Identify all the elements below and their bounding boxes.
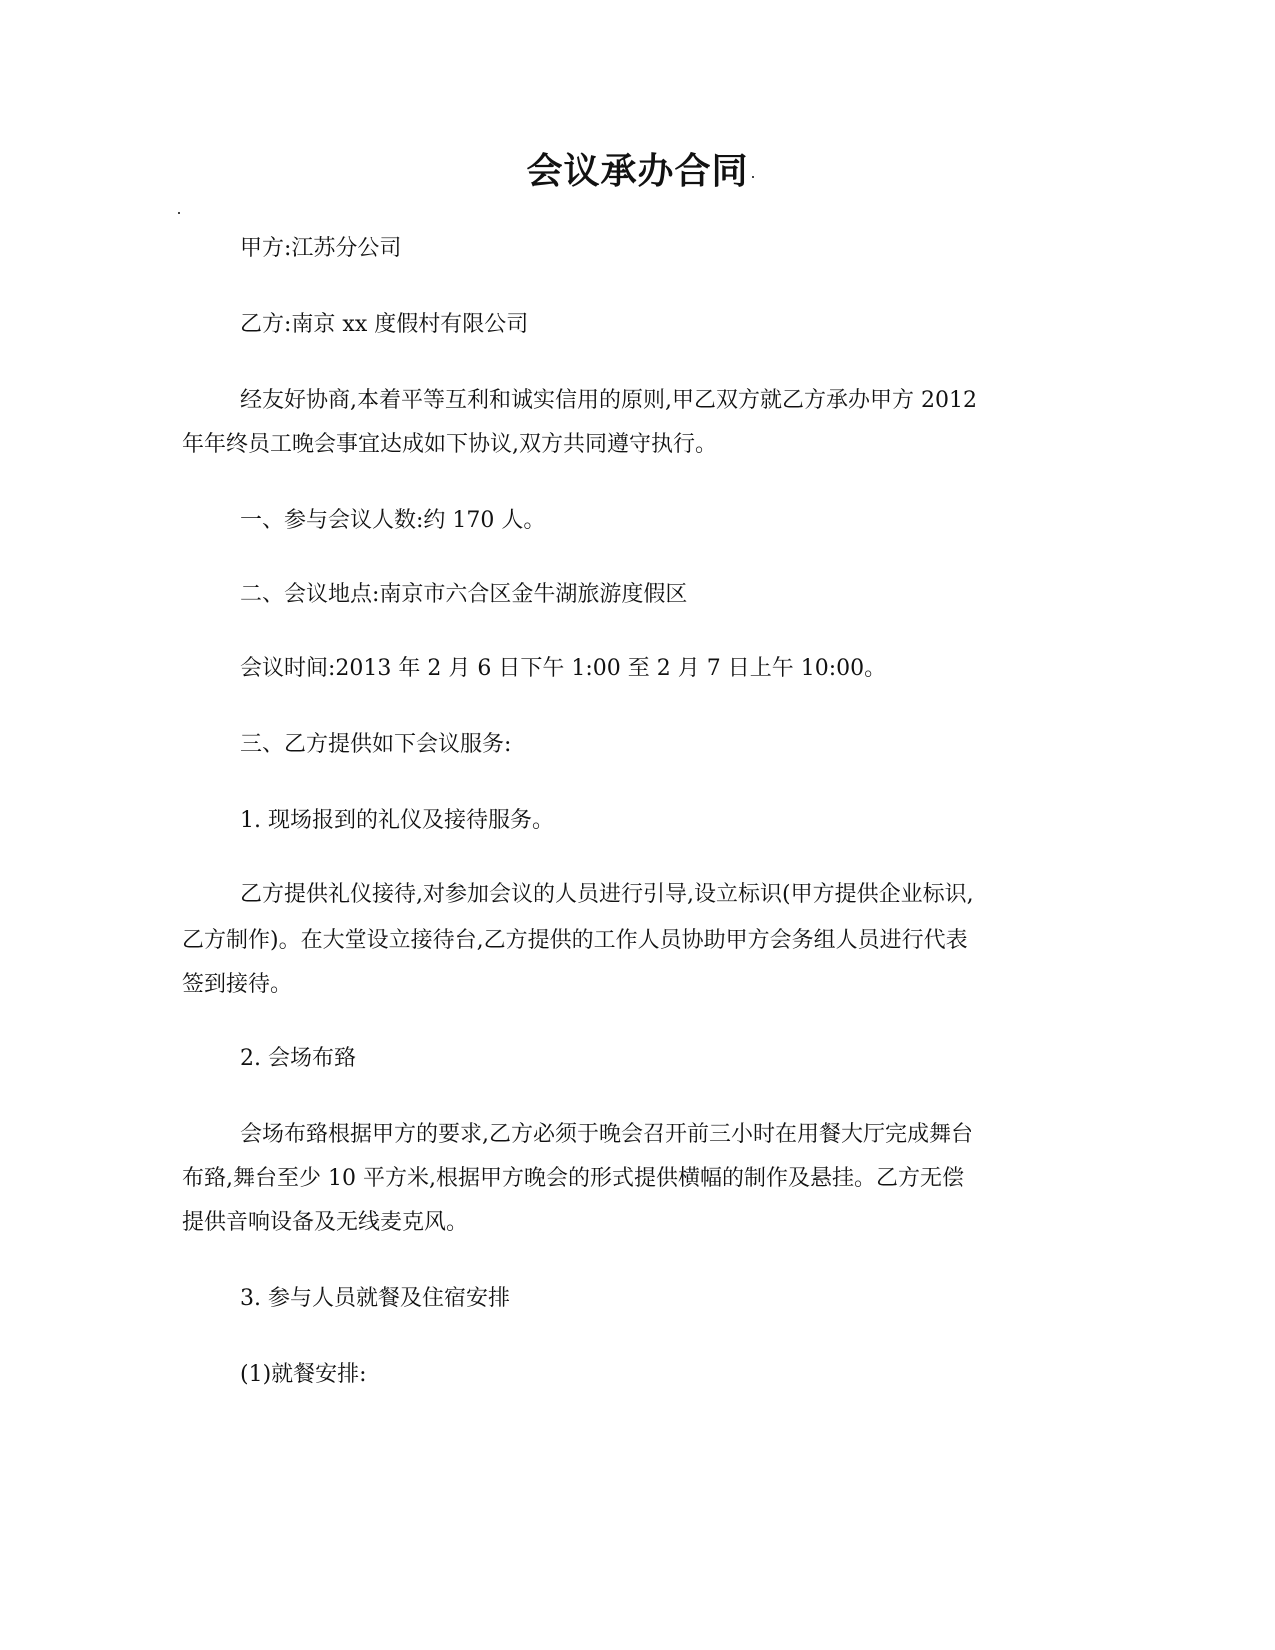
party-a: 甲方:江苏分公司 — [240, 236, 402, 261]
service-2-line: 会场布臵根据甲方的要求,乙方必须于晚会召开前三小时在用餐大厅完成舞台 — [240, 1122, 973, 1147]
intro-line: 经友好协商,本着平等互利和诚实信用的原则,甲乙双方就乙方承办甲方 2012 — [240, 388, 977, 413]
party-b: 乙方:南京 xx 度假村有限公司 — [240, 312, 529, 337]
service-1-line: 乙方制作)。在大堂设立接待台,乙方提供的工作人员协助甲方会务组人员进行代表 — [182, 928, 968, 953]
service-1-line: 签到接待。 — [182, 972, 293, 997]
service-1-heading: 1. 现场报到的礼仪及接待服务。 — [240, 808, 554, 833]
meeting-time: 会议时间:2013 年 2 月 6 日下午 1:00 至 2 月 7 日上午 10:00。 — [240, 656, 887, 681]
clause-services: 三、乙方提供如下会议服务: — [240, 732, 512, 757]
service-2-line: 提供音响设备及无线麦克风。 — [182, 1210, 469, 1235]
service-1-line: 乙方提供礼仪接待,对参加会议的人员进行引导,设立标识(甲方提供企业标识, — [240, 882, 974, 907]
service-2-line: 布臵,舞台至少 10 平方米,根据甲方晚会的形式提供横幅的制作及悬挂。乙方无偿 — [182, 1166, 964, 1191]
scan-speck — [178, 212, 180, 214]
dining-heading: (1)就餐安排: — [240, 1362, 367, 1387]
clause-location: 二、会议地点:南京市六合区金牛湖旅游度假区 — [240, 582, 688, 607]
service-3-heading: 3. 参与人员就餐及住宿安排 — [240, 1286, 510, 1311]
service-2-heading: 2. 会场布臵 — [240, 1046, 356, 1071]
document-title: 会议承办合同 — [526, 151, 749, 192]
intro-line: 年年终员工晚会事宜达成如下协议,双方共同遵守执行。 — [182, 432, 717, 457]
clause-attendees: 一、参与会议人数:约 170 人。 — [240, 508, 546, 533]
